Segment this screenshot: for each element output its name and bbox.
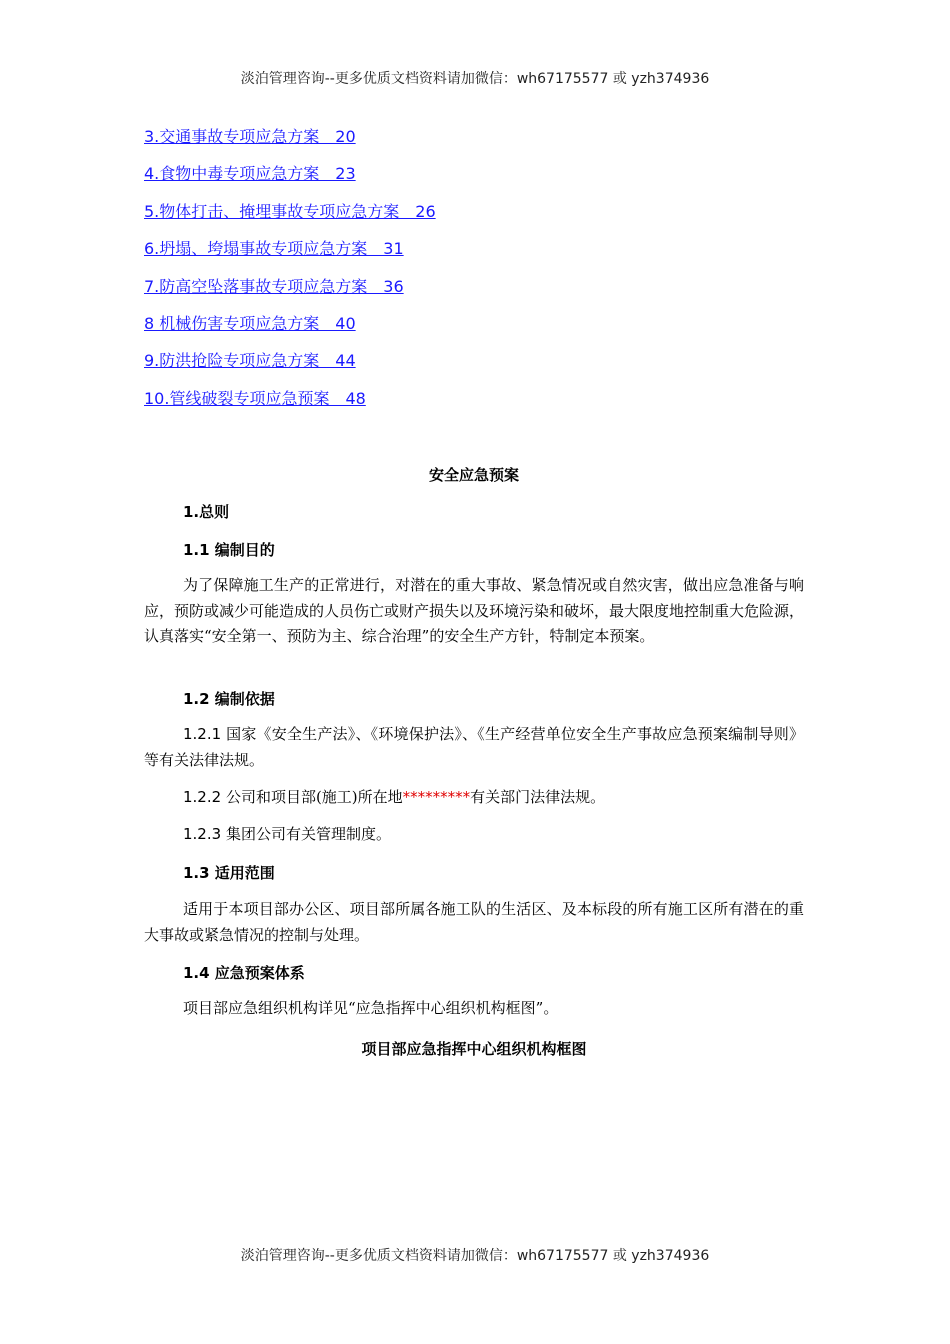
clause-number: 1.2.2 xyxy=(183,788,222,806)
section-heading-system: 1.4 应急预案体系 xyxy=(183,964,305,982)
table-of-contents xyxy=(144,126,436,425)
page-header: 淡泊管理咨询--更多优质文档资料请加微信：wh67175577 或 yzh374936 xyxy=(240,71,710,87)
paragraph-basis-2: 1.2.2 公司和项目部(施工)所在地*********有关部门法律法规。 xyxy=(183,788,606,806)
paragraph-system: 项目部应急组织机构详见“应急指挥中心组织机构框图”。 xyxy=(183,999,559,1017)
paragraph-scope: 适用于本项目部办公区、项目部所属各施工队的生活区、及本标段的所有施工区所有潜在的重大事故或紧急情况的控制与处理。 xyxy=(144,900,804,944)
section-heading-basis: 1.2 编制依据 xyxy=(183,690,275,708)
section-heading-scope: 1.3 适用范围 xyxy=(183,864,275,882)
toc-link-mechanical-injury[interactable]: 8 机械伤害专项应急方案 40 xyxy=(144,313,356,333)
toc-link-food-poisoning[interactable]: 4.食物中毒专项应急方案 23 xyxy=(144,164,356,184)
clause-number: 1.2.3 xyxy=(183,825,222,843)
toc-link-pipeline-rupture[interactable]: 10.管线破裂专项应急预案 48 xyxy=(144,388,366,408)
clause-number: 1.2.1 xyxy=(183,725,222,743)
toc-link-collapse[interactable]: 6.坍塌、垮塌事故专项应急方案 31 xyxy=(144,239,404,259)
paragraph-purpose: 为了保障施工生产的正常进行，对潜在的重大事故、紧急情况或自然灾害，做出应急准备与响应，预防或减少可能造成的人员伤亡或财产损失以及环境污染和破坏，最大限度地控制重大危险源，认真落实“安全第一、预防为主、综合治理”的安全生产方针，特制定本预案。 xyxy=(144,576,805,645)
toc-link-flood-control[interactable]: 9.防洪抢险专项应急方案 44 xyxy=(144,351,356,371)
paragraph-basis-1: 1.2.1 国家《安全生产法》、《环境保护法》、《生产经营单位安全生产事故应急预案编制导则》等有关法律法规。 xyxy=(144,725,804,769)
page-footer: 淡泊管理咨询--更多优质文档资料请加微信：wh67175577 或 yzh374936 xyxy=(240,1248,710,1264)
toc-link-traffic-accident[interactable]: 3.交通事故专项应急方案 20 xyxy=(144,127,356,146)
paragraph-basis-3: 1.2.3 集团公司有关管理制度。 xyxy=(183,825,391,843)
toc-link-fall-prevention[interactable]: 7.防高空坠落事故专项应急方案 36 xyxy=(144,276,404,296)
section-heading-general: 1.总则 xyxy=(183,503,230,521)
redacted-location: ********* xyxy=(402,788,471,806)
document-title: 安全应急预案 xyxy=(428,466,519,484)
section-heading-purpose: 1.1 编制目的 xyxy=(183,541,275,559)
toc-link-object-strike[interactable]: 5.物体打击、掩埋事故专项应急方案 26 xyxy=(144,201,436,221)
figure-title: 项目部应急指挥中心组织机构框图 xyxy=(361,1040,587,1058)
